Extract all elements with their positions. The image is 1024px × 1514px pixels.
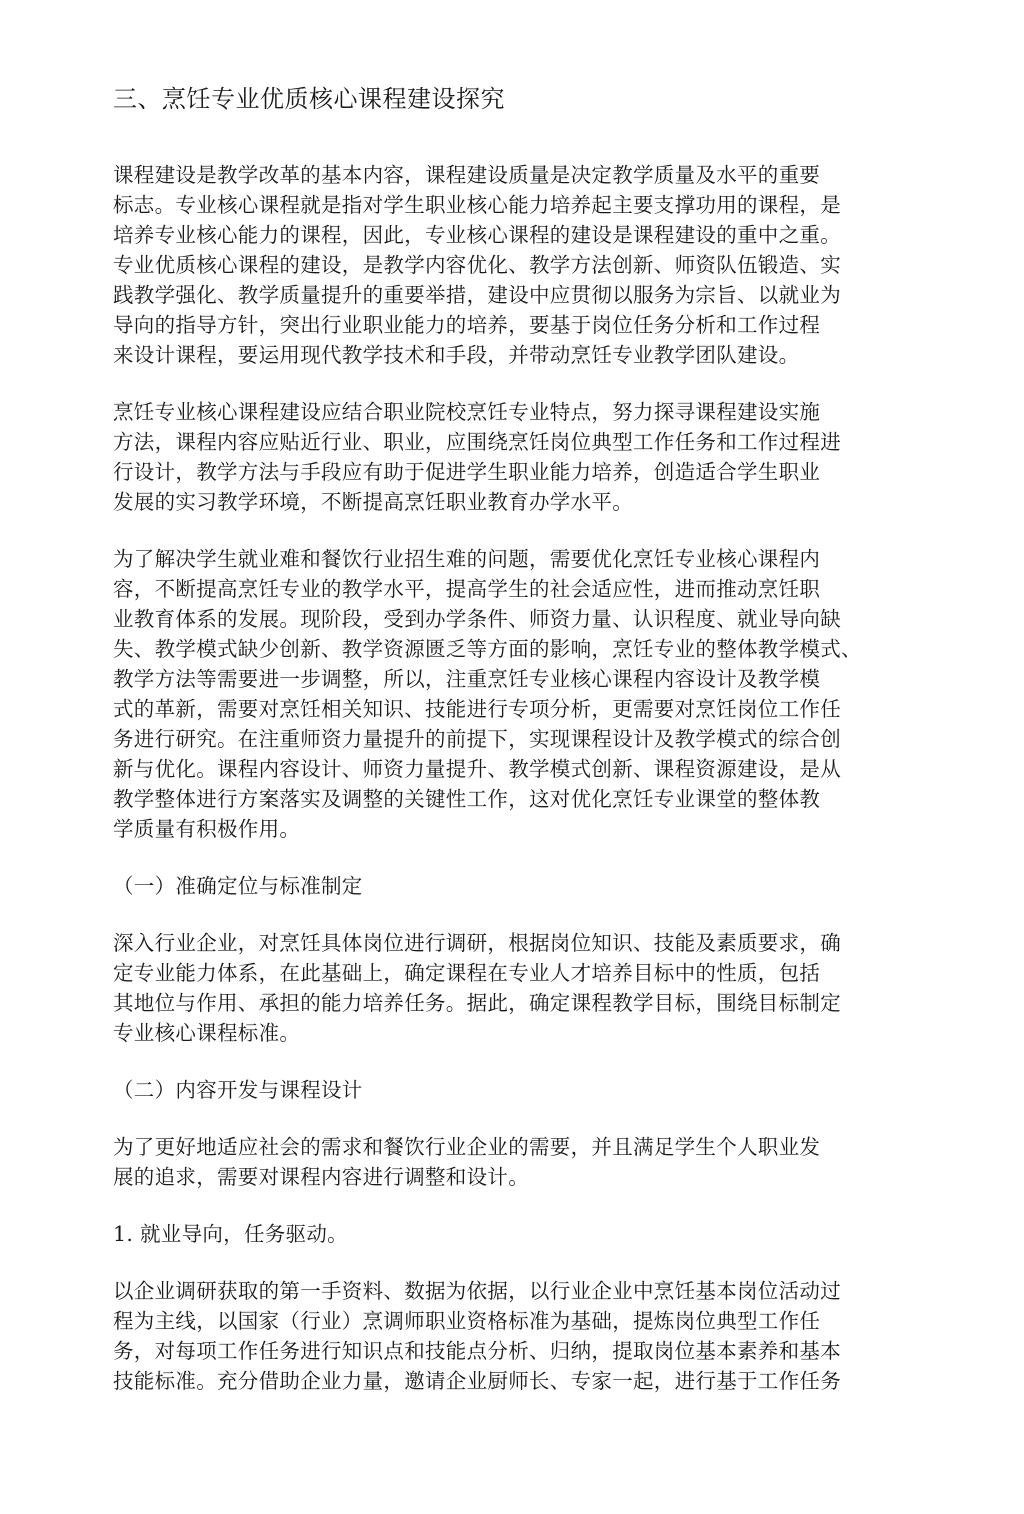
paragraph-line: 培养专业核心能力的课程，因此，专业核心课程的建设是课程建设的重中之重。 xyxy=(113,223,841,247)
paragraph-4 xyxy=(113,928,903,1048)
section-heading: 三、烹饪专业优质核心课程建设探究 xyxy=(113,85,505,113)
paragraph-line: 为了更好地适应社会的需求和餐饮行业企业的需要，并且满足学生个人职业发 xyxy=(113,1135,821,1159)
paragraph-line: 失、教学模式缺少创新、教学资源匮乏等方面的影响，烹饪专业的整体教学模式、 xyxy=(113,637,862,661)
paragraph-line: 其地位与作用、承担的能力培养任务。据此，确定课程教学目标，围绕目标制定 xyxy=(113,991,841,1015)
paragraph-line: 行设计，教学方法与手段应有助于促进学生职业能力培养，创造适合学生职业 xyxy=(113,460,821,484)
paragraph-line: 方法，课程内容应贴近行业、职业，应围绕烹饪岗位典型工作任务和工作过程进 xyxy=(113,430,841,454)
paragraph-line: 教学方法等需要进一步调整，所以，注重烹饪专业核心课程内容设计及教学模 xyxy=(113,667,821,691)
document-body xyxy=(113,82,903,1423)
subheading-positioning: （一）准确定位与标准制定 xyxy=(113,874,363,898)
paragraph-line: 为了解决学生就业难和餐饮行业招生难的问题，需要优化烹饪专业核心课程内 xyxy=(113,547,821,571)
paragraph-line: 专业优质核心课程的建设，是教学内容优化、教学方法创新、师资队伍锻造、实 xyxy=(113,253,841,277)
paragraph-line: 展的追求，需要对课程内容进行调整和设计。 xyxy=(113,1165,529,1189)
paragraph-line: 深入行业企业，对烹饪具体岗位进行调研，根据岗位知识、技能及素质要求，确 xyxy=(113,931,841,955)
paragraph-line: 教学整体进行方案落实及调整的关键性工作，这对优化烹饪专业课堂的整体教 xyxy=(113,787,821,811)
paragraph-3 xyxy=(113,544,903,844)
paragraph-line: 务进行研究。在注重师资力量提升的前提下，实现课程设计及教学模式的综合创 xyxy=(113,727,841,751)
paragraph-1 xyxy=(113,160,903,370)
paragraph-line: 容，不断提高烹饪专业的教学水平，提高学生的社会适应性，进而推动烹饪职 xyxy=(113,577,821,601)
subheading-employment-oriented: 1. 就业导向，任务驱动。 xyxy=(113,1222,348,1246)
subheading-content-development: （二）内容开发与课程设计 xyxy=(113,1078,363,1102)
paragraph-line: 标志。专业核心课程就是指对学生职业核心能力培养起主要支撑功用的课程，是 xyxy=(113,193,841,217)
paragraph-line: 技能标准。充分借助企业力量，邀请企业厨师长、专家一起，进行基于工作任务 xyxy=(113,1369,841,1393)
paragraph-line: 专业核心课程标准。 xyxy=(113,1021,301,1045)
paragraph-line: 践教学强化、教学质量提升的重要举措，建设中应贯彻以服务为宗旨、以就业为 xyxy=(113,283,841,307)
paragraph-line: 来设计课程，要运用现代教学技术和手段，并带动烹饪专业教学团队建设。 xyxy=(113,343,800,367)
paragraph-line: 以企业调研获取的第一手资料、数据为依据，以行业企业中烹饪基本岗位活动过 xyxy=(113,1279,841,1303)
paragraph-line: 烹饪专业核心课程建设应结合职业院校烹饪专业特点，努力探寻课程建设实施 xyxy=(113,400,821,424)
paragraph-6 xyxy=(113,1276,903,1396)
paragraph-line: 定专业能力体系，在此基础上，确定课程在专业人才培养目标中的性质，包括 xyxy=(113,961,821,985)
paragraph-5 xyxy=(113,1132,903,1192)
paragraph-line: 新与优化。课程内容设计、师资力量提升、教学模式创新、课程资源建设，是从 xyxy=(113,757,841,781)
paragraph-line: 程为主线，以国家（行业）烹调师职业资格标准为基础，提炼岗位典型工作任 xyxy=(113,1309,821,1333)
paragraph-2 xyxy=(113,397,903,517)
paragraph-line: 务，对每项工作任务进行知识点和技能点分析、归纳，提取岗位基本素养和基本 xyxy=(113,1339,841,1363)
paragraph-line: 学质量有积极作用。 xyxy=(113,817,301,841)
paragraph-line: 导向的指导方针，突出行业职业能力的培养，要基于岗位任务分析和工作过程 xyxy=(113,313,821,337)
paragraph-line: 业教育体系的发展。现阶段，受到办学条件、师资力量、认识程度、就业导向缺 xyxy=(113,607,841,631)
paragraph-line: 发展的实习教学环境，不断提高烹饪职业教育办学水平。 xyxy=(113,490,633,514)
paragraph-line: 式的革新，需要对烹饪相关知识、技能进行专项分析，更需要对烹饪岗位工作任 xyxy=(113,697,841,721)
paragraph-line: 课程建设是教学改革的基本内容，课程建设质量是决定教学质量及水平的重要 xyxy=(113,163,821,187)
